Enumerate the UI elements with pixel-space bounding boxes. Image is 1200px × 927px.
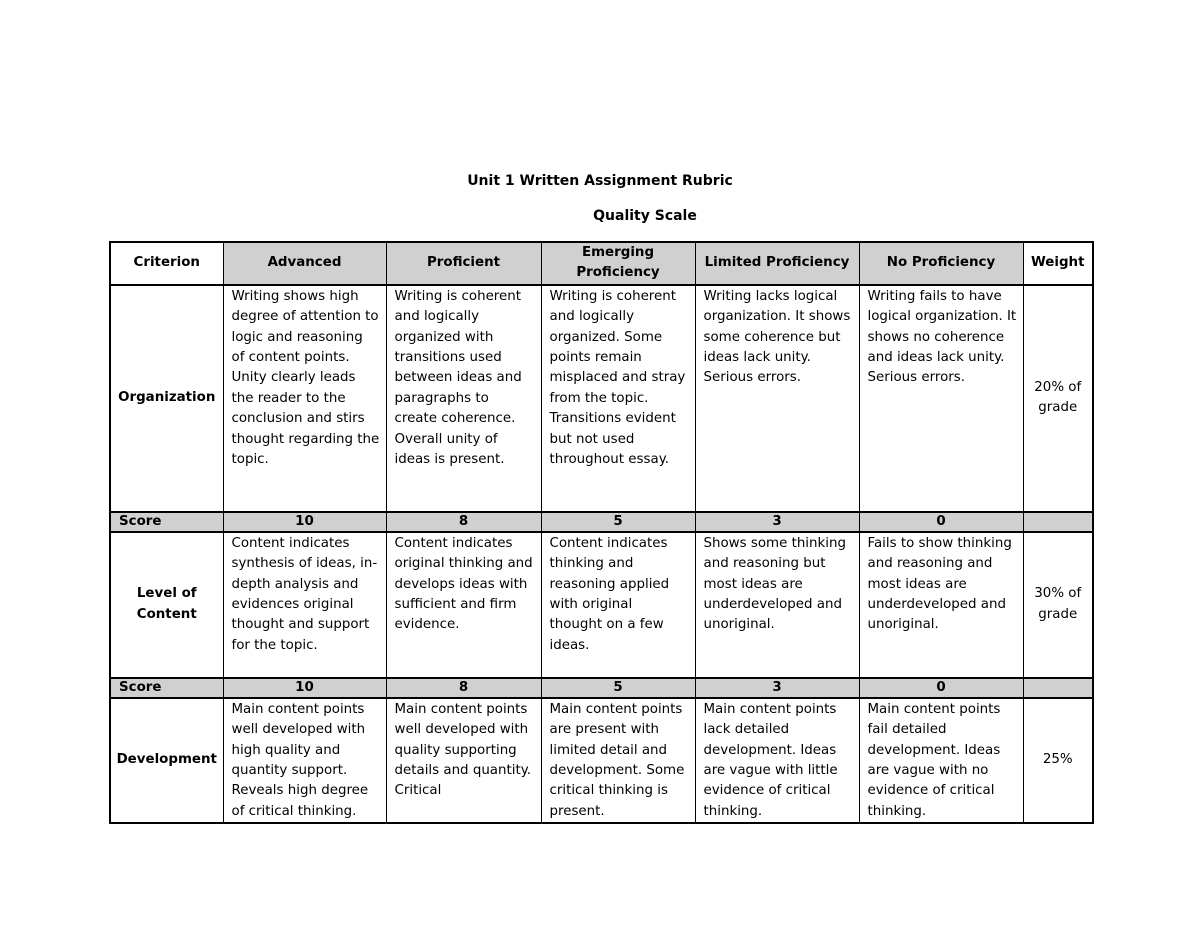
score-no-proficiency: 0 bbox=[859, 678, 1023, 698]
score-emerging: 5 bbox=[541, 512, 695, 532]
cell-proficient: Content indicates original thinking and develops ideas with sufficient and firm evidence. bbox=[386, 532, 541, 678]
cell-advanced: Main content points well developed with high quality and quantity support. Reveals high degree of critical thinking. bbox=[223, 698, 386, 823]
cell-proficient: Main content points well developed with quality supporting details and quantity. Critical bbox=[386, 698, 541, 823]
document-subtitle: Quality Scale bbox=[593, 208, 697, 224]
cell-weight: 25% bbox=[1023, 698, 1093, 823]
score-label: Score bbox=[110, 512, 223, 532]
score-limited: 3 bbox=[695, 678, 859, 698]
cell-advanced: Writing shows high degree of attention to logic and reasoning of content points. Unity clearly leads the reader to the conclusion and stirs thought regarding the topic. bbox=[223, 285, 386, 512]
criterion-label: Development bbox=[110, 698, 223, 823]
header-criterion: Criterion bbox=[110, 242, 223, 285]
score-proficient: 8 bbox=[386, 678, 541, 698]
criterion-row-level-of-content bbox=[110, 532, 1093, 678]
header-no-proficiency: No Proficiency bbox=[859, 242, 1023, 285]
header-limited: Limited Proficiency bbox=[695, 242, 859, 285]
cell-no-proficiency: Writing fails to have logical organization. It shows no coherence and ideas lack unity. Serious errors. bbox=[859, 285, 1023, 512]
header-emerging: Emerging Proficiency bbox=[541, 242, 695, 285]
document-title: Unit 1 Written Assignment Rubric bbox=[467, 173, 733, 189]
score-proficient: 8 bbox=[386, 512, 541, 532]
cell-no-proficiency: Main content points fail detailed development. Ideas are vague with no evidence of critical thinking. bbox=[859, 698, 1023, 823]
rubric-table bbox=[109, 241, 1094, 824]
cell-limited: Main content points lack detailed development. Ideas are vague with little evidence of critical thinking. bbox=[695, 698, 859, 823]
cell-emerging: Writing is coherent and logically organized. Some points remain misplaced and stray from the topic. Transitions evident but not used throughout essay. bbox=[541, 285, 695, 512]
cell-weight: 20% of grade bbox=[1023, 285, 1093, 512]
score-limited: 3 bbox=[695, 512, 859, 532]
score-row bbox=[110, 678, 1093, 698]
score-weight-empty bbox=[1023, 512, 1093, 532]
header-proficient: Proficient bbox=[386, 242, 541, 285]
score-advanced: 10 bbox=[223, 512, 386, 532]
cell-weight: 30% of grade bbox=[1023, 532, 1093, 678]
header-row bbox=[110, 242, 1093, 285]
score-row bbox=[110, 512, 1093, 532]
cell-emerging: Main content points are present with limited detail and development. Some critical thinking is present. bbox=[541, 698, 695, 823]
cell-limited: Writing lacks logical organization. It shows some coherence but ideas lack unity. Serious errors. bbox=[695, 285, 859, 512]
score-no-proficiency: 0 bbox=[859, 512, 1023, 532]
score-emerging: 5 bbox=[541, 678, 695, 698]
criterion-label: Organization bbox=[110, 285, 223, 512]
criterion-row-development bbox=[110, 698, 1093, 823]
cell-limited: Shows some thinking and reasoning but most ideas are underdeveloped and unoriginal. bbox=[695, 532, 859, 678]
score-label: Score bbox=[110, 678, 223, 698]
criterion-row-organization bbox=[110, 285, 1093, 512]
cell-proficient: Writing is coherent and logically organized with transitions used between ideas and paragraphs to create coherence. Overall unity of ideas is present. bbox=[386, 285, 541, 512]
header-weight: Weight bbox=[1023, 242, 1093, 285]
cell-emerging: Content indicates thinking and reasoning applied with original thought on a few ideas. bbox=[541, 532, 695, 678]
header-advanced: Advanced bbox=[223, 242, 386, 285]
criterion-label: Level of Content bbox=[110, 532, 223, 678]
cell-advanced: Content indicates synthesis of ideas, in-depth analysis and evidences original thought and support for the topic. bbox=[223, 532, 386, 678]
cell-no-proficiency: Fails to show thinking and reasoning and most ideas are underdeveloped and unoriginal. bbox=[859, 532, 1023, 678]
score-advanced: 10 bbox=[223, 678, 386, 698]
score-weight-empty bbox=[1023, 678, 1093, 698]
